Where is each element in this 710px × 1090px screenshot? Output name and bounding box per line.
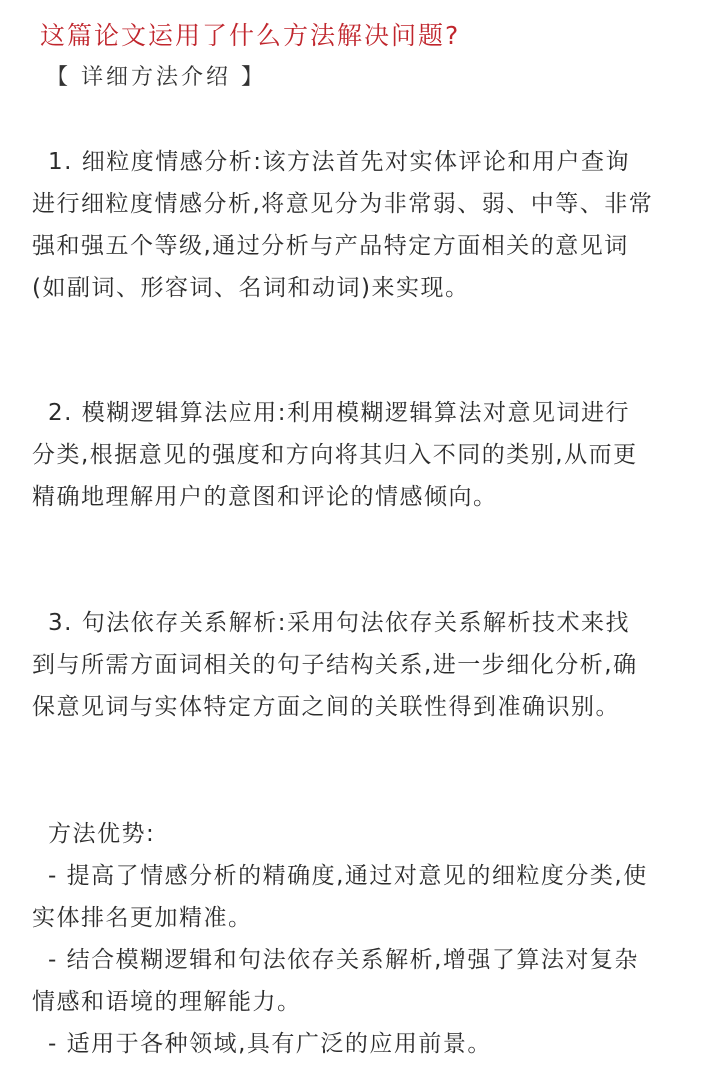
method-body: :利用模糊逻辑算法对意见词进行分类,根据意见的强度和方向将其归入不同的类别,从而更精确地理解用户的意图和评论的情感倾向。 bbox=[32, 400, 638, 510]
advantages-section bbox=[32, 813, 654, 1065]
advantage-item: - 提高了情感分析的精确度,通过对意见的细粒度分类,使实体排名更加精准。 bbox=[32, 863, 648, 931]
method-number: 2. bbox=[48, 400, 73, 426]
page-title: 这篇论文运用了什么方法解决问题? bbox=[40, 21, 461, 50]
section-subtitle: 【 详细方法介绍 】 bbox=[46, 65, 266, 90]
advantage-item: - 适用于各种领域,具有广泛的应用前景。 bbox=[48, 1031, 492, 1057]
advantages-title: 方法优势: bbox=[48, 821, 156, 847]
method-body: :采用句法依存关系解析技术来找到与所需方面词相关的句子结构关系,进一步细化分析,确保意见词与实体特定方面之间的关联性得到准确识别。 bbox=[32, 610, 638, 720]
method-body: :该方法首先对实体评论和用户查询进行细粒度情感分析,将意见分为非常弱、弱、中等、非常强和强五个等级,通过分析与产品特定方面相关的意见词(如副词、形容词、名词和动词)来实现。 bbox=[32, 149, 654, 301]
method-heading: 句法依存关系解析 bbox=[81, 610, 278, 636]
method-2 bbox=[32, 392, 654, 518]
method-number: 1. bbox=[48, 149, 73, 175]
method-1 bbox=[32, 141, 654, 309]
method-heading: 细粒度情感分析 bbox=[81, 149, 254, 175]
method-3 bbox=[32, 602, 654, 728]
advantage-item: - 结合模糊逻辑和句法依存关系解析,增强了算法对复杂情感和语境的理解能力。 bbox=[32, 947, 639, 1015]
method-heading: 模糊逻辑算法应用 bbox=[81, 400, 278, 426]
method-number: 3. bbox=[48, 610, 73, 636]
